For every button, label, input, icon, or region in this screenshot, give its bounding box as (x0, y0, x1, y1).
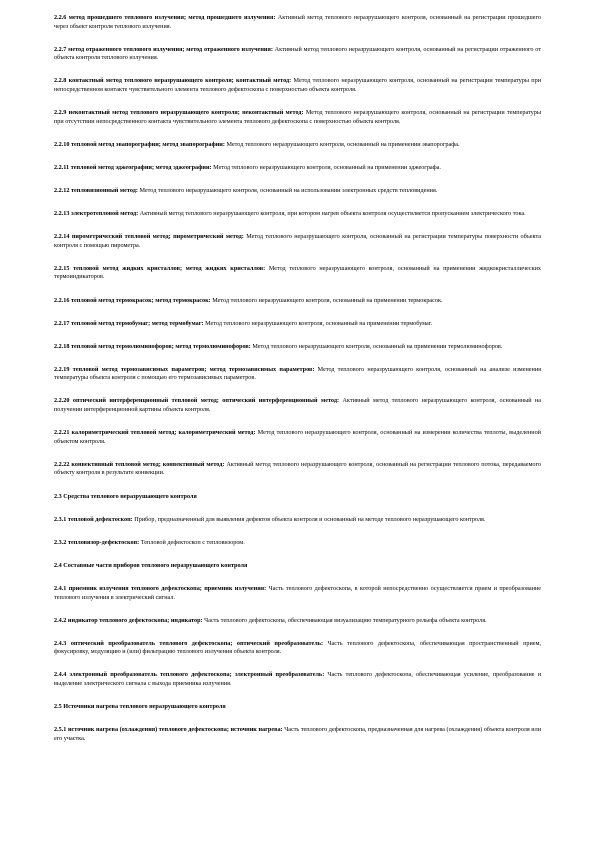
term-definition (54, 461, 541, 478)
term-definition-text: Метод теплового неразрушающего контроля, основанный на регистрации температуры поверхности объекта контроля с помощью пирометра. (54, 233, 542, 249)
term-definition (54, 233, 541, 250)
term-name: тепловой метод термозависимых параметров; метод термозависимых параметров: (72, 365, 315, 373)
term-name: неконтактный метод теплового неразрушающего контроля; неконтактный метод: (68, 109, 304, 117)
term-number: 2.3.1 (54, 515, 67, 523)
term-definition-text: Активный метод теплового неразрушающего контроля, основанный на регистрации теплового потока, передаваемого объекту контроля в результате конвекции. (54, 460, 542, 477)
term-definition-text: Часть теплового дефектоскопа, в которой непосредственно осуществляется прием и преобразование теплового излучения в электрический сигнал. (54, 584, 542, 601)
term-definition-text: Метод теплового неразрушающего контроля, основанный на анализе изменения температуры объекта контроля с помощью его термозависимых параметров. (54, 365, 541, 382)
term-definition (54, 210, 541, 219)
term-number: 2.2.6 (54, 14, 67, 21)
term-number: 2.2.16 (54, 296, 70, 304)
term-number: 2.2.10 (54, 140, 70, 148)
term-number: 2.4.4 (54, 671, 67, 679)
term-name: метод прошедшего теплового излучения; метод прошедшего излучения: (68, 14, 276, 21)
term-number: 2.2.12 (54, 186, 70, 194)
term-definition (54, 265, 541, 282)
term-number: 2.2.14 (54, 233, 70, 241)
term-definition-text: Метод теплового неразрушающего контроля, основанный на регистрации температуры при отсутствии непосредственного контакта чувствительного элемента теплового дефектоскопа с поверхностью объекта контроля. (54, 109, 541, 125)
term-definition-text: Часть теплового дефектоскопа, обеспечивающая визуализацию температурного рельефа объекта контроля. (204, 616, 487, 624)
term-definition-text: Метод теплового неразрушающего контроля, основанный на измерении количества теплоты, выделенной объектом контроля. (54, 429, 541, 445)
term-definition-text: Тепловой дефектоскоп с тепловизором. (140, 538, 245, 546)
term-number: 2.2.20 (54, 397, 70, 405)
term-number: 2.5.1 (54, 726, 67, 734)
term-name: тепловой метод термокрасок; метод термокрасок: (71, 296, 211, 304)
term-definition (54, 726, 541, 743)
term-definition-text: Часть теплового дефектоскопа, предназначенная для нагрева (охлаждения) объекта контроля или его участка. (54, 726, 542, 742)
document-page (54, 14, 541, 758)
term-number: 2.4.1 (54, 584, 67, 592)
term-definition (54, 397, 541, 414)
term-number: 2.2.18 (54, 342, 70, 350)
term-definition-text: Метод теплового неразрушающего контроля, основанный на применении термокрасок. (212, 296, 443, 304)
term-name: контактный метод теплового неразрушающего контроля; контактный метод: (68, 77, 292, 85)
term-definition-text: Метод теплового неразрушающего контроля, основанный на использовании электронных средств тепловидения. (139, 186, 438, 194)
term-name: тепловой метод эджеографии; метод эджеографии: (70, 163, 212, 171)
term-definition (54, 14, 541, 31)
term-number: 2.2.11 (54, 163, 70, 171)
term-name: конвективный тепловой метод; конвективный метод: (71, 460, 225, 468)
term-definition-text: Активный метод теплового неразрушающего контроля, основанный на регистрации отраженного от объекта контроля теплового излучения. (54, 45, 542, 62)
term-definition (54, 77, 541, 94)
term-definition (54, 164, 541, 173)
term-name: тепловизор-дефектоскоп: (67, 538, 140, 546)
term-number: 2.2.15 (54, 264, 70, 272)
term-definition (54, 516, 541, 525)
term-number: 2.4.3 (54, 639, 67, 647)
term-definition-text: Активный метод теплового неразрушающего контроля, основанный на регистрации прошедшего через объект контроля теплового излучения. (54, 14, 541, 30)
term-definition-text: Прибор, предназначенный для выявления дефектов объекта контроля и основанный на методе теплового неразрушающего контроля. (134, 515, 486, 523)
term-name: индикатор теплового дефектоскопа; индикатор: (67, 616, 203, 624)
term-number: 2.2.19 (54, 365, 70, 373)
term-name: тепловой метод жидких кристаллов; метод жидких кристаллов: (73, 264, 266, 272)
term-number: 2.2.21 (54, 429, 70, 437)
term-number: 2.2.22 (54, 460, 70, 468)
term-name: приемник излучения теплового дефектоскопа; приемник излучения: (68, 584, 267, 592)
section-heading: 2.5 Источники нагрева теплового неразрушающего контроля (54, 703, 226, 711)
term-name: метод отраженного теплового излучения; метод отраженного излучения: (68, 45, 273, 53)
section-heading: 2.3 Средства теплового неразрушающего контроля (54, 492, 197, 500)
term-definition (54, 46, 541, 63)
term-definition (54, 539, 541, 548)
term-number: 2.2.8 (54, 77, 67, 85)
term-number: 2.2.17 (54, 319, 70, 327)
term-name: тепловой метод термобумаг; метод термобумаг: (71, 319, 204, 327)
term-definition (54, 141, 541, 150)
term-definition-text: Метод теплового неразрушающего контроля, основанный на применении термобумаг. (205, 319, 433, 327)
term-definition (54, 366, 541, 383)
term-definition-text: Часть теплового дефектоскопа, обеспечивающая усиление, преобразование и выделение электрического сигнала с выхода приемника излучения. (54, 671, 542, 687)
term-name: тепловизионный метод: (71, 186, 138, 194)
term-definition-text: Метод теплового неразрушающего контроля, основанный на регистрации температуры при непосредственном контакте чувствительного элемента теплового дефектоскопа с поверхностью объекта контроля. (54, 77, 542, 93)
term-name: оптический интерференционный тепловой метод; оптический интерференционный метод: (72, 397, 340, 405)
term-number: 2.3.2 (54, 538, 67, 546)
term-name: пирометрический тепловой метод; пирометрический метод: (71, 233, 244, 241)
term-definition (54, 585, 541, 602)
term-definition (54, 187, 541, 196)
term-name: электротепловой метод: (71, 210, 139, 218)
term-definition (54, 429, 541, 446)
term-definition (54, 109, 541, 126)
term-number: 2.4.2 (54, 616, 67, 624)
term-definition-text: Активный метод теплового неразрушающего контроля, при котором нагрев объекта контроля осуществляется пропусканием электрического тока. (139, 210, 526, 218)
term-definition-text: Метод теплового неразрушающего контроля, основанный на применении термолюминофоров. (252, 342, 503, 350)
term-definition-text: Активный метод теплового неразрушающего контроля, основанный на получении интерференционной картины объекта контроля. (54, 397, 542, 414)
term-definition (54, 671, 541, 688)
term-definition (54, 343, 541, 352)
term-definition (54, 320, 541, 329)
term-definition (54, 297, 541, 306)
term-name: электронный преобразователь теплового дефектоскопа; электронный преобразователь: (69, 671, 325, 679)
term-definition-text: Часть теплового дефектоскопа, обеспечивающая пространственный прием, фокусировку, модуляцию и (или) фильтрацию теплового излучения объекта контроля. (54, 639, 541, 656)
section-heading: 2.4 Составные части приборов теплового неразрушающего контроля (54, 561, 248, 569)
term-name: калориметрический тепловой метод; калориметрический метод: (71, 429, 256, 437)
term-number: 2.2.13 (54, 210, 70, 218)
term-name: тепловой метод эвапорографии; метод эвапорографии: (71, 140, 225, 148)
term-name: тепловой метод термолюминофоров; метод термолюминофоров: (71, 342, 251, 350)
term-number: 2.2.9 (54, 109, 67, 117)
term-definition (54, 640, 541, 657)
term-definition-text: Метод теплового неразрушающего контроля, основанный на применении жидкокристаллических термоиндикаторов. (54, 264, 542, 281)
term-definition-text: Метод теплового неразрушающего контроля, основанный на применении эджеографа. (213, 163, 441, 171)
term-number: 2.2.7 (54, 45, 67, 53)
term-definition (54, 617, 541, 626)
term-name: оптический преобразователь теплового дефектоскопа; оптический преобразователь: (70, 639, 324, 647)
term-name: источник нагрева (охлаждения) теплового дефектоскопа; источник нагрева: (67, 726, 283, 734)
term-name: тепловой дефектоскоп: (67, 515, 133, 523)
term-definition-text: Метод теплового неразрушающего контроля, основанный на применении эвапорографа. (226, 140, 460, 148)
